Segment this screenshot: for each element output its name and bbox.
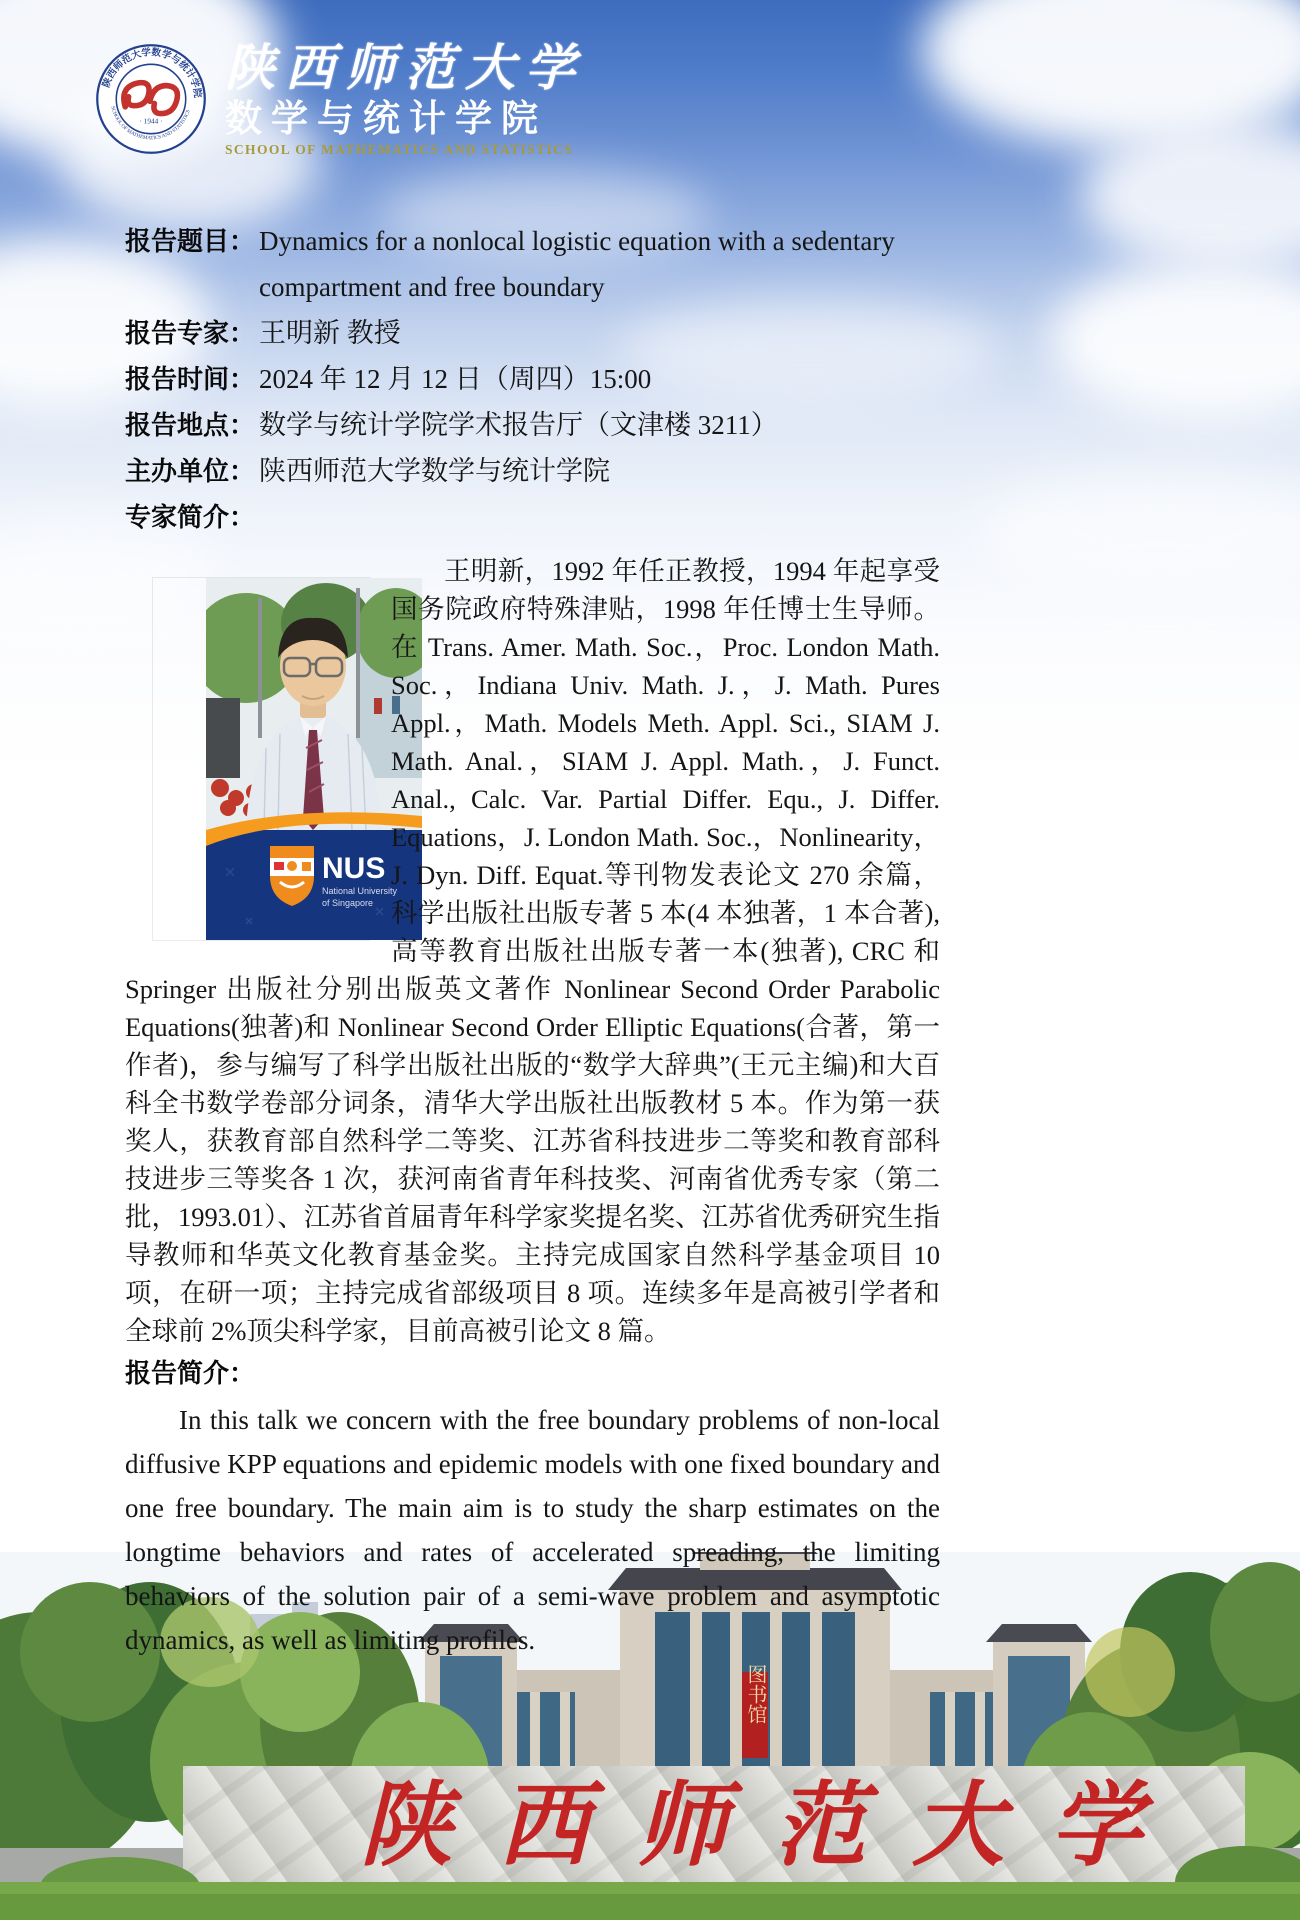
university-name: 陕西师范大学 [225, 38, 585, 97]
time-value: 2024 年 12 月 12 日（周四）15:00 [259, 364, 652, 394]
school-name: 数学与统计学院 [225, 98, 547, 139]
speaker-portrait-illustration [206, 578, 422, 940]
title-label: 报告题目： [125, 226, 256, 256]
info-row-speaker [125, 310, 940, 356]
time-label: 报告时间： [125, 364, 256, 394]
building-sign-text: 图书馆 [744, 1664, 766, 1724]
bio-section-label: 专家简介： [125, 502, 256, 532]
venue-value: 数学与统计学院学术报告厅（文津楼 3211） [259, 410, 778, 440]
nus-acronym: NUS [322, 852, 386, 885]
header-title-block [225, 40, 585, 158]
nus-logo-panel [206, 812, 422, 940]
host-value: 陕西师范大学数学与统计学院 [259, 456, 610, 486]
info-row-host [125, 448, 940, 494]
nus-name-line2: of Singapore [322, 898, 374, 908]
speaker-label: 报告专家： [125, 318, 256, 348]
speaker-value: 王明新 教授 [259, 318, 401, 348]
seal-ring-text-en: SCHOOL OF MATHEMATICS AND STATISTICS [109, 105, 192, 142]
speaker-photo [153, 578, 398, 940]
seal-ring-text-cn: 陕西师范大学数学与统计学院 [100, 47, 203, 99]
nus-name-line1: National University [322, 886, 398, 896]
school-name-en: SCHOOL OF MATHEMATICS AND STATISTICS [225, 142, 574, 157]
wall-calligraphy: 陕西师范大学 [360, 1775, 1189, 1877]
host-label: 主办单位： [125, 456, 256, 486]
stone-wall [183, 1766, 1245, 1900]
bio-text: 王明新，1992 年任正教授，1994 年起享受国务院政府特殊津贴，1998 年任博士生导师。在 Trans. Amer. Math. Soc.，Proc. London Math. Soc.，Indiana Univ. Math. J.，J. Math. Pures Appl.，Math. Models Meth. Appl. Sci., SIAM J. Math. Anal.，SIAM J. Appl. Math.，J. Funct. Anal., Calc. Var. Partial Differ. Equ., J. Differ. Equations，J. London Math. Soc.，Nonlinearity，J. Dyn. Diff. Equat.等刊物发表论文 270 余篇，科学出版社出版专著 5 本(4 本独著，1 本合著), 高等教育出版社出版专著一本(独著), CRC 和 Springer 出版社分别出版英文著作 Nonlinear Second Order Parabolic Equations(独著)和 Nonlinear Second Order Elliptic Equations(合著，第一作者)，参与编写了科学出版社出版的“数学大辞典”(王元主编)和大百科全书数学卷部分词条，清华大学出版社出版教材 5 本。作为第一获奖人，获教育部自然科学二等奖、江苏省科技进步二等奖和教育部科技进步三等奖各 1 次，获河南省青年科技奖、河南省优秀专家（第二批，1993.01）、江苏省首届青年科学家奖提名奖、江苏省优秀研究生指导教师和华英文化教育基金奖。主持完成国家自然科学基金项目 10 项，在研一项；主持完成省部级项目 8 项。连续多年是高被引学者和全球前 2%顶尖科学家，目前高被引论文 8 篇。 [125, 556, 940, 1346]
venue-label: 报告地点： [125, 410, 256, 440]
info-row-time [125, 356, 940, 402]
poster-body [125, 218, 940, 1662]
abstract-section-label: 报告简介： [125, 1358, 256, 1388]
info-row-venue [125, 402, 940, 448]
abstract-text: In this talk we concern with the free boundary problems of non-local diffusive KPP equations and epidemic models with one fixed boundary and one free boundary. The main aim is to study the sharp estimates on the longtime behaviors and rates of accelerated spreading, the limiting behaviors of the solution pair of a semi-wave problem and asymptotic dynamics, as well as limiting profiles. [125, 1405, 940, 1655]
seal-year: · 1944 · [139, 117, 163, 126]
header [95, 40, 585, 158]
grass-highlight [0, 1882, 1300, 1894]
speaker-bio [125, 552, 940, 1350]
university-seal-icon [95, 43, 207, 155]
title-value: Dynamics for a nonlocal logistic equation with a sedentary compartment and free boundary [259, 226, 895, 302]
info-row-title [125, 218, 940, 310]
